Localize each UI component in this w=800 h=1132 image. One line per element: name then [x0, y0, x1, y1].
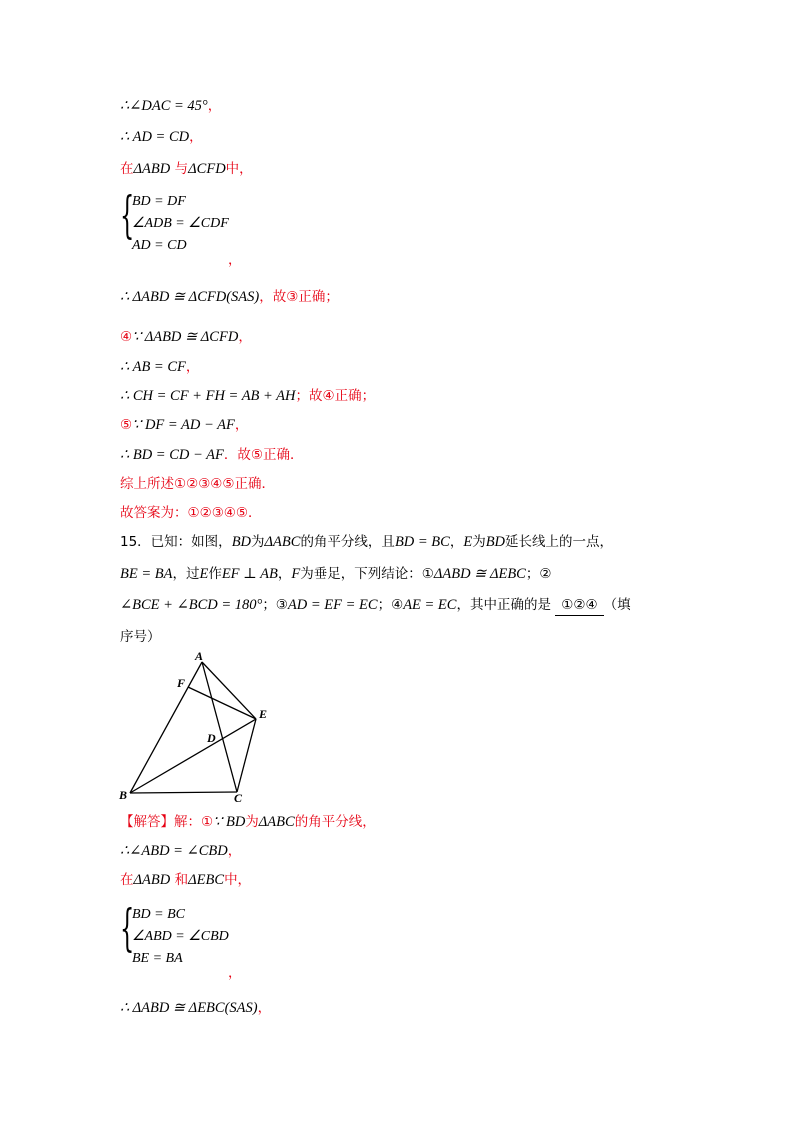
geometry-figure — [110, 645, 290, 805]
brace-icon: { — [120, 899, 135, 957]
line-in-triangles: 在ΔABD 与ΔCFD中， — [120, 161, 253, 177]
answer-line-3: 在ΔABD 和ΔEBC中， — [120, 872, 252, 888]
brace-icon: { — [120, 186, 135, 244]
segment-bc — [130, 792, 237, 793]
answer-line-1: 【解答】解：①∵ BD为ΔABC的角平分线， — [120, 814, 376, 830]
line-ch: ∴ CH = CF + FH = AB + AH；故④正确； — [120, 388, 376, 404]
problem-line-1: 15．已知：如图，BD为ΔABC的角平分线，且BD = BC，E为BD延长线上的一点， — [120, 534, 614, 550]
line-ad-eq-cd: ∴ AD = CD， — [120, 129, 203, 145]
segment-ce — [237, 719, 256, 792]
segment-ab — [130, 662, 202, 793]
label-e: E — [259, 707, 268, 721]
problem-line-2: BE = BA，过E作EF ⊥ AB，F为垂足，下列结论：①ΔABD ≅ ΔEBC；② — [120, 566, 552, 582]
answer-line-4: ∴ ΔABD ≅ ΔEBC(SAS)， — [120, 1000, 272, 1016]
problem-line-4: 序号） — [120, 629, 161, 645]
line-summary: 综上所述①②③④⑤正确． — [120, 476, 276, 492]
segment-fe — [188, 687, 256, 719]
line-4-because: ④∵ ΔABD ≅ ΔCFD， — [120, 329, 252, 345]
answer-line-2: ∴∠ABD = ∠CBD， — [120, 843, 242, 859]
problem-line-3: ∠BCE + ∠BCD = 180°；③AD = EF = EC；④AE = EC，其中正确的是 ①②④ （填 — [120, 595, 631, 616]
label-d: D — [207, 731, 216, 745]
segment-ac — [202, 662, 237, 792]
label-c: C — [234, 791, 243, 805]
label-b: B — [119, 788, 128, 802]
label-f: F — [177, 676, 186, 690]
equation-system-2: { BD = BC ∠ABD = ∠CBD BE = BA ， — [120, 899, 242, 981]
line-answer: 故答案为：①②③④⑤． — [120, 505, 262, 521]
line-angle-dac: ∴∠DAC = 45°， — [120, 98, 222, 114]
line-5-because: ⑤∵ DF = AD − AF， — [120, 417, 249, 433]
line-congruent-cfd: ∴ ΔABD ≅ ΔCFD(SAS)，故③正确； — [120, 289, 339, 305]
answer-blank: ①②④ — [555, 595, 603, 616]
line-bd: ∴ BD = CD − AF．故⑤正确． — [120, 447, 304, 463]
segment-be — [130, 719, 256, 793]
label-a: A — [195, 649, 204, 663]
equation-system-1: { BD = DF ∠ADB = ∠CDF AD = CD ， — [120, 186, 242, 268]
line-ab-eq-cf: ∴ AB = CF， — [120, 359, 200, 375]
